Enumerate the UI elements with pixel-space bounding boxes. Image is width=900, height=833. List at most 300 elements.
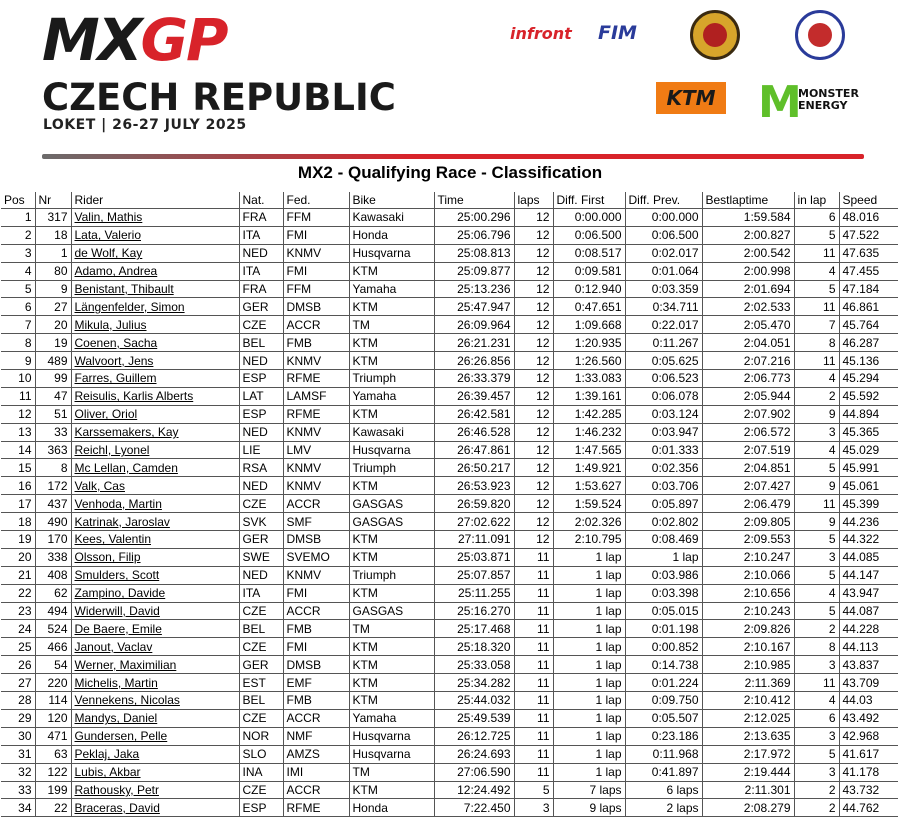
cell-bestlaptime: 2:00.827 bbox=[702, 226, 794, 244]
cell-laps: 3 bbox=[514, 799, 553, 817]
cell-time: 25:16.270 bbox=[434, 602, 514, 620]
column-header-rider: Rider bbox=[71, 192, 239, 209]
cell-diff-prev: 0:41.897 bbox=[625, 763, 702, 781]
cell-rider[interactable]: Zampino, Davide bbox=[71, 584, 239, 602]
table-row bbox=[1, 638, 898, 656]
cell-laps: 11 bbox=[514, 656, 553, 674]
cell-diff-prev: 0:03.124 bbox=[625, 405, 702, 423]
cell-rider[interactable]: Peklaj, Jaka bbox=[71, 745, 239, 763]
cell-pos: 7 bbox=[1, 316, 35, 334]
cell-in-lap: 3 bbox=[794, 727, 839, 745]
cell-nr: 22 bbox=[35, 799, 71, 817]
cell-in-lap: 5 bbox=[794, 602, 839, 620]
cell-speed: 44.147 bbox=[839, 566, 898, 584]
cell-rider[interactable]: Rathousky, Petr bbox=[71, 781, 239, 799]
cell-bestlaptime: 2:05.944 bbox=[702, 387, 794, 405]
cell-pos: 12 bbox=[1, 405, 35, 423]
cell-diff-first: 1:59.524 bbox=[553, 495, 625, 513]
cell-speed: 44.894 bbox=[839, 405, 898, 423]
cell-bike: KTM bbox=[349, 531, 434, 549]
cell-rider[interactable]: Oliver, Oriol bbox=[71, 405, 239, 423]
cell-bestlaptime: 2:08.279 bbox=[702, 799, 794, 817]
cell-nat: BEL bbox=[239, 692, 283, 710]
cell-rider[interactable]: Reisulis, Karlis Alberts bbox=[71, 387, 239, 405]
cell-bike: KTM bbox=[349, 674, 434, 692]
monster-energy-logo bbox=[756, 77, 859, 132]
cell-diff-prev: 0:14.738 bbox=[625, 656, 702, 674]
cell-pos: 34 bbox=[1, 799, 35, 817]
cell-time: 25:18.320 bbox=[434, 638, 514, 656]
cell-fed: ACCR bbox=[283, 781, 349, 799]
cell-fed: FFM bbox=[283, 209, 349, 227]
cell-nat: SWE bbox=[239, 548, 283, 566]
cell-nr: 471 bbox=[35, 727, 71, 745]
cell-nr: 122 bbox=[35, 763, 71, 781]
cell-nr: 62 bbox=[35, 584, 71, 602]
cell-time: 26:59.820 bbox=[434, 495, 514, 513]
cell-time: 27:06.590 bbox=[434, 763, 514, 781]
cell-bestlaptime: 2:10.656 bbox=[702, 584, 794, 602]
cell-speed: 45.592 bbox=[839, 387, 898, 405]
cell-nat: CZE bbox=[239, 709, 283, 727]
cell-laps: 11 bbox=[514, 566, 553, 584]
cell-rider[interactable]: Venhoda, Martin bbox=[71, 495, 239, 513]
cell-nat: SVK bbox=[239, 513, 283, 531]
cell-diff-first: 1:49.921 bbox=[553, 459, 625, 477]
cell-pos: 6 bbox=[1, 298, 35, 316]
cell-pos: 9 bbox=[1, 352, 35, 370]
cell-laps: 12 bbox=[514, 477, 553, 495]
cell-diff-prev: 0:01.224 bbox=[625, 674, 702, 692]
cell-time: 26:24.693 bbox=[434, 745, 514, 763]
table-row bbox=[1, 620, 898, 638]
cell-speed: 43.837 bbox=[839, 656, 898, 674]
infront-logo: infront bbox=[510, 24, 572, 43]
cell-laps: 11 bbox=[514, 709, 553, 727]
cell-fed: ACCR bbox=[283, 495, 349, 513]
cell-nr: 54 bbox=[35, 656, 71, 674]
cell-fed: LAMSF bbox=[283, 387, 349, 405]
cell-diff-first: 1 lap bbox=[553, 656, 625, 674]
cell-time: 25:44.032 bbox=[434, 692, 514, 710]
cell-speed: 43.709 bbox=[839, 674, 898, 692]
cell-diff-prev: 0:23.186 bbox=[625, 727, 702, 745]
table-row bbox=[1, 709, 898, 727]
cell-speed: 45.294 bbox=[839, 370, 898, 388]
cell-speed: 45.061 bbox=[839, 477, 898, 495]
cell-bestlaptime: 2:10.066 bbox=[702, 566, 794, 584]
cell-laps: 11 bbox=[514, 602, 553, 620]
table-row bbox=[1, 566, 898, 584]
column-header-nr: Nr bbox=[35, 192, 71, 209]
cell-nr: 437 bbox=[35, 495, 71, 513]
cell-nr: 494 bbox=[35, 602, 71, 620]
cell-speed: 44.085 bbox=[839, 548, 898, 566]
cell-diff-prev: 1 lap bbox=[625, 548, 702, 566]
column-header-pos: Pos bbox=[1, 192, 35, 209]
monster-claw-icon: M bbox=[758, 77, 802, 128]
cell-diff-prev: 0:03.398 bbox=[625, 584, 702, 602]
cell-speed: 44.03 bbox=[839, 692, 898, 710]
cell-pos: 30 bbox=[1, 727, 35, 745]
cell-laps: 11 bbox=[514, 674, 553, 692]
cell-speed: 45.399 bbox=[839, 495, 898, 513]
cell-nr: 8 bbox=[35, 459, 71, 477]
cell-diff-prev: 0:03.947 bbox=[625, 423, 702, 441]
cell-pos: 23 bbox=[1, 602, 35, 620]
cell-rider[interactable]: Valin, Mathis bbox=[71, 209, 239, 227]
cell-in-lap: 11 bbox=[794, 244, 839, 262]
energy-text: ENERGY bbox=[798, 99, 848, 112]
cell-fed: DMSB bbox=[283, 298, 349, 316]
cell-time: 27:02.622 bbox=[434, 513, 514, 531]
cell-bestlaptime: 2:11.369 bbox=[702, 674, 794, 692]
cell-rider[interactable]: Karssemakers, Kay bbox=[71, 423, 239, 441]
cell-bike: Husqvarna bbox=[349, 745, 434, 763]
cell-diff-first: 2:02.326 bbox=[553, 513, 625, 531]
cell-in-lap: 8 bbox=[794, 638, 839, 656]
cell-nat: CZE bbox=[239, 495, 283, 513]
table-row bbox=[1, 298, 898, 316]
cell-bike: Triumph bbox=[349, 370, 434, 388]
cell-speed: 45.136 bbox=[839, 352, 898, 370]
cell-laps: 11 bbox=[514, 620, 553, 638]
cell-nr: 33 bbox=[35, 423, 71, 441]
cell-nat: LIE bbox=[239, 441, 283, 459]
cell-bestlaptime: 2:00.998 bbox=[702, 262, 794, 280]
cell-nr: 27 bbox=[35, 298, 71, 316]
cell-speed: 44.228 bbox=[839, 620, 898, 638]
cell-bestlaptime: 2:09.826 bbox=[702, 620, 794, 638]
cell-bestlaptime: 2:10.412 bbox=[702, 692, 794, 710]
cell-fed: LMV bbox=[283, 441, 349, 459]
cell-pos: 28 bbox=[1, 692, 35, 710]
cell-pos: 24 bbox=[1, 620, 35, 638]
cell-nr: 363 bbox=[35, 441, 71, 459]
cell-rider[interactable]: Werner, Maximilian bbox=[71, 656, 239, 674]
cell-nr: 170 bbox=[35, 531, 71, 549]
column-header-nat: Nat. bbox=[239, 192, 283, 209]
cell-rider[interactable]: Längenfelder, Simon bbox=[71, 298, 239, 316]
cell-bestlaptime: 2:10.985 bbox=[702, 656, 794, 674]
cell-laps: 12 bbox=[514, 423, 553, 441]
column-header-laps: laps bbox=[514, 192, 553, 209]
cell-fed: DMSB bbox=[283, 656, 349, 674]
cell-in-lap: 4 bbox=[794, 370, 839, 388]
cell-in-lap: 2 bbox=[794, 799, 839, 817]
column-header-diff-prev: Diff. Prev. bbox=[625, 192, 702, 209]
cell-diff-first: 1 lap bbox=[553, 763, 625, 781]
cell-nat: CZE bbox=[239, 781, 283, 799]
cell-fed: EMF bbox=[283, 674, 349, 692]
cell-diff-prev: 0:08.469 bbox=[625, 531, 702, 549]
cell-nr: 80 bbox=[35, 262, 71, 280]
cell-diff-first: 1:47.565 bbox=[553, 441, 625, 459]
cell-diff-prev: 0:09.750 bbox=[625, 692, 702, 710]
cell-laps: 11 bbox=[514, 638, 553, 656]
logo-mx: MX bbox=[42, 6, 141, 74]
cell-speed: 46.861 bbox=[839, 298, 898, 316]
cell-nr: 114 bbox=[35, 692, 71, 710]
cell-laps: 12 bbox=[514, 513, 553, 531]
cell-bike: Yamaha bbox=[349, 387, 434, 405]
cell-time: 26:47.861 bbox=[434, 441, 514, 459]
cell-diff-first: 1:26.560 bbox=[553, 352, 625, 370]
cell-pos: 31 bbox=[1, 745, 35, 763]
cell-bike: Kawasaki bbox=[349, 209, 434, 227]
cell-nr: 172 bbox=[35, 477, 71, 495]
cell-nat: BEL bbox=[239, 620, 283, 638]
cell-rider[interactable]: Lata, Valerio bbox=[71, 226, 239, 244]
cell-speed: 41.617 bbox=[839, 745, 898, 763]
ktm-logo: KTM bbox=[656, 82, 726, 114]
cell-laps: 11 bbox=[514, 745, 553, 763]
cell-fed: SMF bbox=[283, 513, 349, 531]
cell-diff-prev: 2 laps bbox=[625, 799, 702, 817]
cell-rider[interactable]: Olsson, Filip bbox=[71, 548, 239, 566]
table-row bbox=[1, 423, 898, 441]
cell-nr: 20 bbox=[35, 316, 71, 334]
cell-rider[interactable]: Benistant, Thibault bbox=[71, 280, 239, 298]
cell-speed: 45.991 bbox=[839, 459, 898, 477]
table-row bbox=[1, 226, 898, 244]
cell-rider[interactable]: Mikula, Julius bbox=[71, 316, 239, 334]
cell-rider[interactable]: Valk, Cas bbox=[71, 477, 239, 495]
cell-fed: KNMV bbox=[283, 352, 349, 370]
cell-pos: 26 bbox=[1, 656, 35, 674]
cell-speed: 44.236 bbox=[839, 513, 898, 531]
cell-laps: 12 bbox=[514, 209, 553, 227]
cell-in-lap: 7 bbox=[794, 316, 839, 334]
cell-in-lap: 5 bbox=[794, 280, 839, 298]
cell-bestlaptime: 2:10.247 bbox=[702, 548, 794, 566]
cell-nat: FRA bbox=[239, 209, 283, 227]
cell-laps: 12 bbox=[514, 405, 553, 423]
cell-rider[interactable]: Lubis, Akbar bbox=[71, 763, 239, 781]
cell-laps: 12 bbox=[514, 244, 553, 262]
cell-rider[interactable]: Mandys, Daniel bbox=[71, 709, 239, 727]
cell-bike: KTM bbox=[349, 692, 434, 710]
cell-time: 26:26.856 bbox=[434, 352, 514, 370]
table-row bbox=[1, 441, 898, 459]
cell-diff-prev: 0:05.897 bbox=[625, 495, 702, 513]
cell-laps: 12 bbox=[514, 387, 553, 405]
cell-nat: ESP bbox=[239, 799, 283, 817]
cell-nr: 408 bbox=[35, 566, 71, 584]
cell-nat: CZE bbox=[239, 316, 283, 334]
cell-diff-first: 1:20.935 bbox=[553, 334, 625, 352]
cell-rider[interactable]: Walvoort, Jens bbox=[71, 352, 239, 370]
cell-diff-first: 1:39.161 bbox=[553, 387, 625, 405]
cell-laps: 12 bbox=[514, 280, 553, 298]
cell-diff-prev: 0:00.852 bbox=[625, 638, 702, 656]
cell-pos: 25 bbox=[1, 638, 35, 656]
cell-pos: 19 bbox=[1, 531, 35, 549]
cell-fed: KNMV bbox=[283, 459, 349, 477]
cell-bestlaptime: 2:17.972 bbox=[702, 745, 794, 763]
cell-diff-first: 2:10.795 bbox=[553, 531, 625, 549]
cell-rider[interactable]: Braceras, David bbox=[71, 799, 239, 817]
cell-diff-prev: 0:05.507 bbox=[625, 709, 702, 727]
cell-bike: TM bbox=[349, 763, 434, 781]
cell-fed: FMB bbox=[283, 620, 349, 638]
cell-bestlaptime: 2:19.444 bbox=[702, 763, 794, 781]
cell-rider[interactable]: Smulders, Scott bbox=[71, 566, 239, 584]
cell-speed: 47.635 bbox=[839, 244, 898, 262]
cell-fed: FMI bbox=[283, 584, 349, 602]
cell-bestlaptime: 2:06.773 bbox=[702, 370, 794, 388]
cell-diff-first: 0:00.000 bbox=[553, 209, 625, 227]
cell-in-lap: 4 bbox=[794, 692, 839, 710]
cell-nat: NED bbox=[239, 477, 283, 495]
cell-rider[interactable]: Mc Lellan, Camden bbox=[71, 459, 239, 477]
cell-rider[interactable]: De Baere, Emile bbox=[71, 620, 239, 638]
cell-fed: FMB bbox=[283, 334, 349, 352]
cell-rider[interactable]: Michelis, Martin bbox=[71, 674, 239, 692]
cell-fed: RFME bbox=[283, 405, 349, 423]
cell-bestlaptime: 2:06.572 bbox=[702, 423, 794, 441]
table-row bbox=[1, 674, 898, 692]
cell-diff-first: 1 lap bbox=[553, 745, 625, 763]
cell-rider[interactable]: Adamo, Andrea bbox=[71, 262, 239, 280]
cell-nat: ITA bbox=[239, 226, 283, 244]
cell-speed: 48.016 bbox=[839, 209, 898, 227]
cell-diff-first: 1 lap bbox=[553, 638, 625, 656]
cell-diff-first: 9 laps bbox=[553, 799, 625, 817]
cell-pos: 21 bbox=[1, 566, 35, 584]
cell-time: 25:34.282 bbox=[434, 674, 514, 692]
table-row bbox=[1, 763, 898, 781]
cell-bestlaptime: 2:06.479 bbox=[702, 495, 794, 513]
cell-diff-prev: 6 laps bbox=[625, 781, 702, 799]
cell-time: 12:24.492 bbox=[434, 781, 514, 799]
cell-rider[interactable]: de Wolf, Kay bbox=[71, 244, 239, 262]
cell-rider[interactable]: Gundersen, Pelle bbox=[71, 727, 239, 745]
cell-in-lap: 4 bbox=[794, 584, 839, 602]
cell-bike: Triumph bbox=[349, 459, 434, 477]
cell-nr: 19 bbox=[35, 334, 71, 352]
cell-fed: ACCR bbox=[283, 602, 349, 620]
cell-speed: 45.365 bbox=[839, 423, 898, 441]
cell-time: 26:46.528 bbox=[434, 423, 514, 441]
cell-diff-first: 1 lap bbox=[553, 674, 625, 692]
cell-nr: 338 bbox=[35, 548, 71, 566]
cell-nat: RSA bbox=[239, 459, 283, 477]
cell-time: 26:50.217 bbox=[434, 459, 514, 477]
cell-nat: CZE bbox=[239, 602, 283, 620]
cell-bestlaptime: 1:59.584 bbox=[702, 209, 794, 227]
cell-bike: TM bbox=[349, 316, 434, 334]
cell-diff-prev: 0:01.198 bbox=[625, 620, 702, 638]
cell-nr: 51 bbox=[35, 405, 71, 423]
cell-diff-prev: 0:11.968 bbox=[625, 745, 702, 763]
cell-bike: KTM bbox=[349, 334, 434, 352]
cell-fed: KNMV bbox=[283, 566, 349, 584]
table-row bbox=[1, 352, 898, 370]
column-header-fed: Fed. bbox=[283, 192, 349, 209]
cell-time: 25:13.236 bbox=[434, 280, 514, 298]
cell-laps: 5 bbox=[514, 781, 553, 799]
czech-federation-seal-icon bbox=[690, 10, 740, 60]
cell-bestlaptime: 2:07.902 bbox=[702, 405, 794, 423]
cell-speed: 43.492 bbox=[839, 709, 898, 727]
cell-rider[interactable]: Farres, Guillem bbox=[71, 370, 239, 388]
table-row bbox=[1, 370, 898, 388]
cell-bike: GASGAS bbox=[349, 513, 434, 531]
cell-in-lap: 2 bbox=[794, 620, 839, 638]
cell-in-lap: 6 bbox=[794, 209, 839, 227]
cell-rider[interactable]: Reichl, Lyonel bbox=[71, 441, 239, 459]
cell-nat: SLO bbox=[239, 745, 283, 763]
cell-diff-prev: 0:03.359 bbox=[625, 280, 702, 298]
cell-nr: 490 bbox=[35, 513, 71, 531]
cell-laps: 12 bbox=[514, 316, 553, 334]
cell-in-lap: 9 bbox=[794, 477, 839, 495]
cell-diff-first: 0:09.581 bbox=[553, 262, 625, 280]
cell-fed: SVEMO bbox=[283, 548, 349, 566]
cell-pos: 5 bbox=[1, 280, 35, 298]
cell-pos: 27 bbox=[1, 674, 35, 692]
cell-pos: 3 bbox=[1, 244, 35, 262]
cell-nr: 524 bbox=[35, 620, 71, 638]
cell-diff-prev: 0:01.333 bbox=[625, 441, 702, 459]
column-header-speed: Speed bbox=[839, 192, 898, 209]
cell-bestlaptime: 2:10.243 bbox=[702, 602, 794, 620]
cell-pos: 1 bbox=[1, 209, 35, 227]
column-header-diff-first: Diff. First bbox=[553, 192, 625, 209]
table-row bbox=[1, 316, 898, 334]
cell-bike: Husqvarna bbox=[349, 441, 434, 459]
cell-rider[interactable]: Kees, Valentin bbox=[71, 531, 239, 549]
cell-in-lap: 2 bbox=[794, 387, 839, 405]
table-row bbox=[1, 477, 898, 495]
cell-diff-prev: 0:01.064 bbox=[625, 262, 702, 280]
cell-rider[interactable]: Katrinak, Jaroslav bbox=[71, 513, 239, 531]
cell-laps: 11 bbox=[514, 727, 553, 745]
cell-rider[interactable]: Vennekens, Nicolas bbox=[71, 692, 239, 710]
cell-nr: 47 bbox=[35, 387, 71, 405]
cell-bike: Honda bbox=[349, 226, 434, 244]
cell-speed: 45.764 bbox=[839, 316, 898, 334]
cell-rider[interactable]: Janout, Vaclav bbox=[71, 638, 239, 656]
cell-fed: FMB bbox=[283, 692, 349, 710]
cell-fed: RFME bbox=[283, 799, 349, 817]
cell-bestlaptime: 2:12.025 bbox=[702, 709, 794, 727]
cell-laps: 12 bbox=[514, 459, 553, 477]
cell-speed: 42.968 bbox=[839, 727, 898, 745]
table-row bbox=[1, 781, 898, 799]
cell-bike: KTM bbox=[349, 477, 434, 495]
cell-in-lap: 3 bbox=[794, 763, 839, 781]
cell-nr: 220 bbox=[35, 674, 71, 692]
cell-diff-first: 1 lap bbox=[553, 584, 625, 602]
cell-diff-prev: 0:06.523 bbox=[625, 370, 702, 388]
column-header-time: Time bbox=[434, 192, 514, 209]
cell-in-lap: 4 bbox=[794, 262, 839, 280]
cell-in-lap: 8 bbox=[794, 334, 839, 352]
cell-nr: 18 bbox=[35, 226, 71, 244]
cell-rider[interactable]: Widerwill, David bbox=[71, 602, 239, 620]
monster-text: MONSTER bbox=[798, 87, 859, 100]
cell-bestlaptime: 2:05.470 bbox=[702, 316, 794, 334]
cell-time: 26:42.581 bbox=[434, 405, 514, 423]
cell-time: 26:09.964 bbox=[434, 316, 514, 334]
table-row bbox=[1, 727, 898, 745]
cell-speed: 44.322 bbox=[839, 531, 898, 549]
cell-fed: FMI bbox=[283, 226, 349, 244]
cell-speed: 44.087 bbox=[839, 602, 898, 620]
cell-rider[interactable]: Coenen, Sacha bbox=[71, 334, 239, 352]
